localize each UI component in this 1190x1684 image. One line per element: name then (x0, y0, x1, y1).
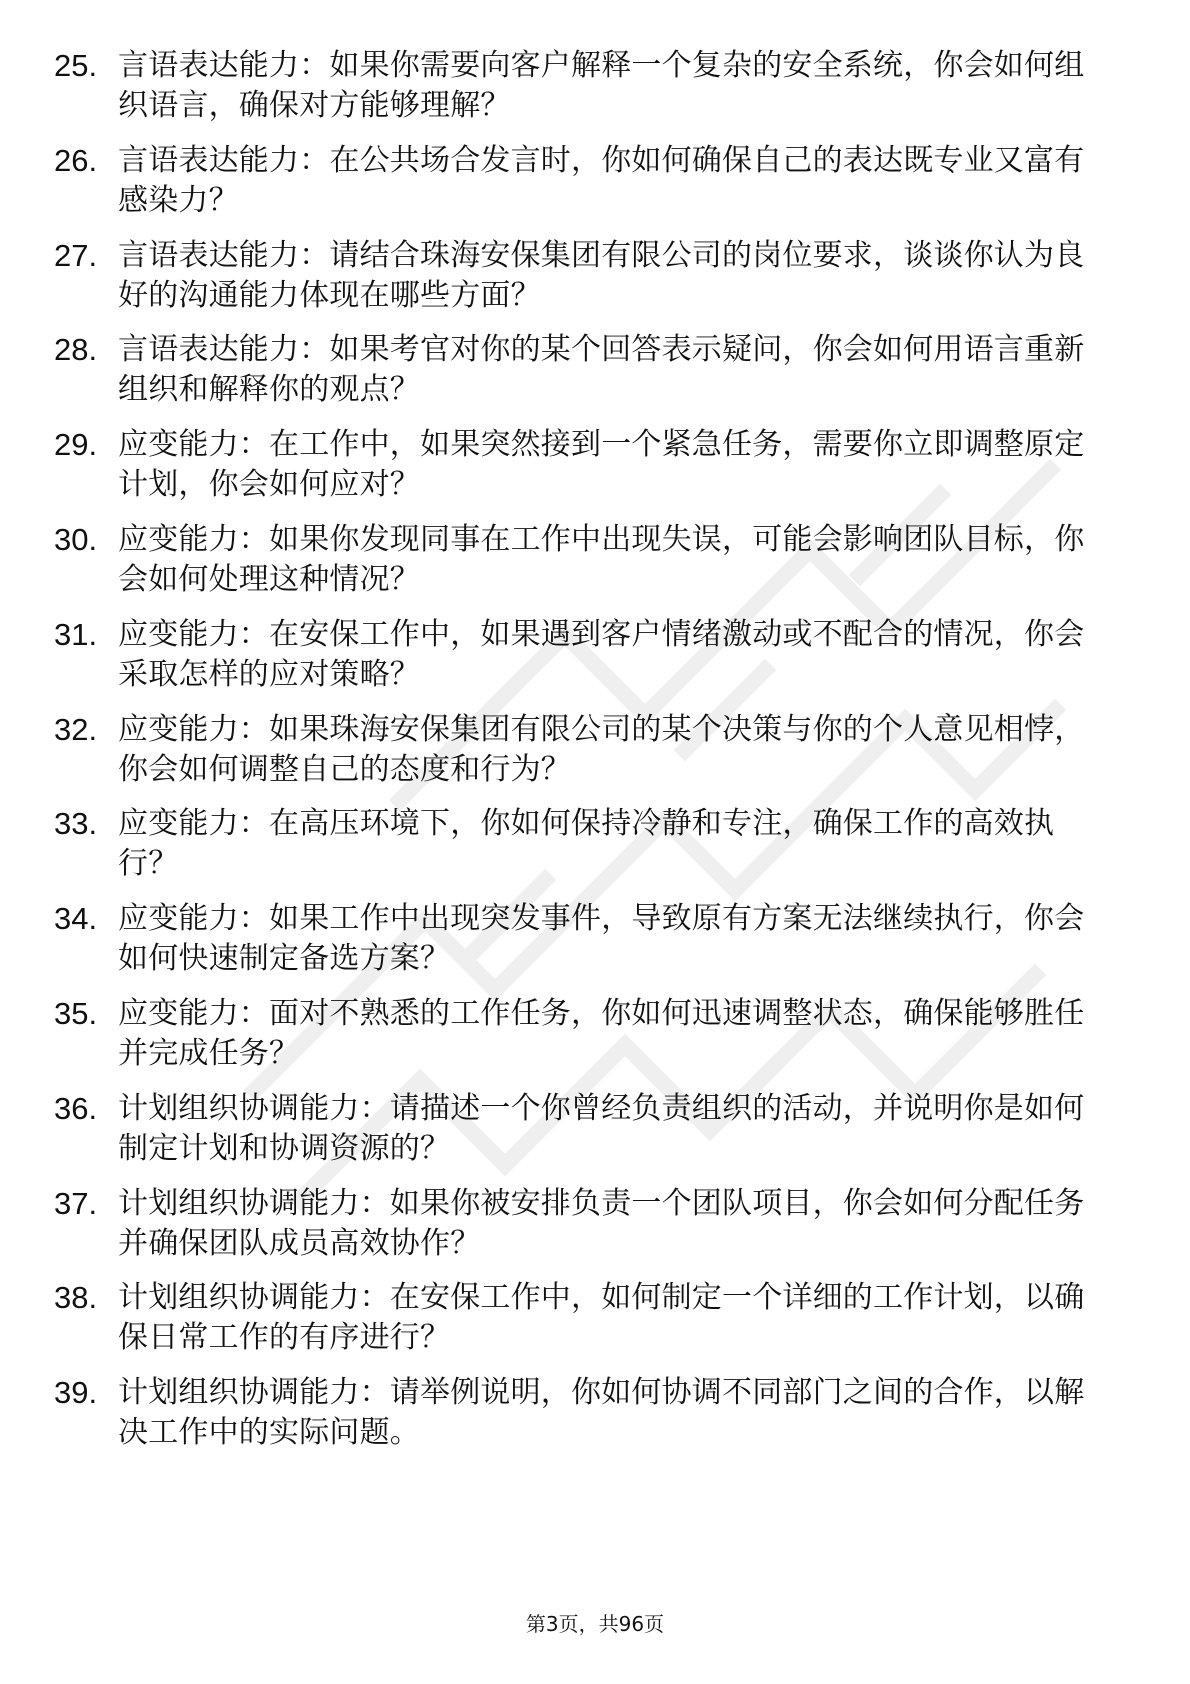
question-number: 37. (54, 1185, 98, 1221)
question-text: 言语表达能力：如果你需要向客户解释一个复杂的安全系统，你会如何组织语言，确保对方能够理解？ (118, 48, 1085, 123)
question-text: 言语表达能力：在公共场合发言时，你如何确保自己的表达既专业又富有感染力？ (118, 142, 1085, 218)
question-item-25 (54, 46, 1130, 141)
question-number: 31. (54, 616, 98, 652)
question-number: 30. (54, 521, 98, 557)
question-list (54, 46, 1130, 1468)
question-text: 言语表达能力：请结合珠海安保集团有限公司的岗位要求，谈谈你认为良好的沟通能力体现在哪些方面？ (118, 237, 1085, 313)
question-text: 计划组织协调能力：请举例说明，你如何协调不同部门之间的合作，以解决工作中的实际问题。 (118, 1375, 1085, 1451)
question-number: 28. (54, 332, 98, 368)
question-item-30 (54, 520, 1130, 615)
question-item-33 (54, 804, 1130, 899)
question-text: 应变能力：在工作中，如果突然接到一个紧急任务，需要你立即调整原定计划，你会如何应对？ (118, 427, 1085, 503)
question-number: 39. (54, 1375, 98, 1411)
page-number-indicator: 第3页，共96页 (525, 1612, 665, 1636)
question-text: 应变能力：在安保工作中，如果遇到客户情绪激动或不配合的情况，你会采取怎样的应对策略？ (118, 616, 1085, 692)
question-text: 计划组织协调能力：在安保工作中，如何制定一个详细的工作计划，以确保日常工作的有序进行？ (118, 1280, 1085, 1356)
question-item-29 (54, 425, 1130, 520)
question-number: 38. (54, 1280, 98, 1316)
question-text: 言语表达能力：如果考官对你的某个回答表示疑问，你会如何用语言重新组织和解释你的观点？ (118, 332, 1085, 408)
question-item-37 (54, 1184, 1130, 1279)
question-item-28 (54, 330, 1130, 425)
question-number: 32. (54, 711, 98, 747)
question-item-32 (54, 710, 1130, 805)
question-number: 26. (54, 142, 98, 178)
question-text: 计划组织协调能力：如果你被安排负责一个团队项目，你会如何分配任务并确保团队成员高效协作？ (118, 1185, 1085, 1261)
question-item-27 (54, 236, 1130, 331)
question-number: 35. (54, 995, 98, 1031)
question-item-36 (54, 1089, 1130, 1184)
question-item-26 (54, 141, 1130, 236)
page-footer (0, 1610, 1190, 1638)
question-number: 25. (54, 48, 98, 83)
question-item-31 (54, 615, 1130, 710)
question-item-39 (54, 1373, 1130, 1468)
question-number: 36. (54, 1090, 98, 1126)
question-text: 应变能力：在高压环境下，你如何保持冷静和专注，确保工作的高效执行？ (118, 806, 1055, 882)
question-number: 34. (54, 901, 98, 937)
question-text: 应变能力：如果珠海安保集团有限公司的某个决策与你的个人意见相悖，你会如何调整自己的态度和行为？ (118, 711, 1085, 787)
question-text: 应变能力：面对不熟悉的工作任务，你如何迅速调整状态，确保能够胜任并完成任务？ (118, 995, 1085, 1071)
question-text: 应变能力：如果你发现同事在工作中出现失误，可能会影响团队目标，你会如何处理这种情况？ (118, 521, 1085, 597)
question-number: 33. (54, 806, 98, 842)
question-item-35 (54, 994, 1130, 1089)
question-item-38 (54, 1278, 1130, 1373)
question-item-34 (54, 899, 1130, 994)
question-text: 计划组织协调能力：请描述一个你曾经负责组织的活动，并说明你是如何制定计划和协调资源的？ (118, 1090, 1085, 1166)
question-number: 29. (54, 427, 98, 463)
question-text: 应变能力：如果工作中出现突发事件，导致原有方案无法继续执行，你会如何快速制定备选方案？ (118, 901, 1085, 977)
question-number: 27. (54, 237, 98, 273)
